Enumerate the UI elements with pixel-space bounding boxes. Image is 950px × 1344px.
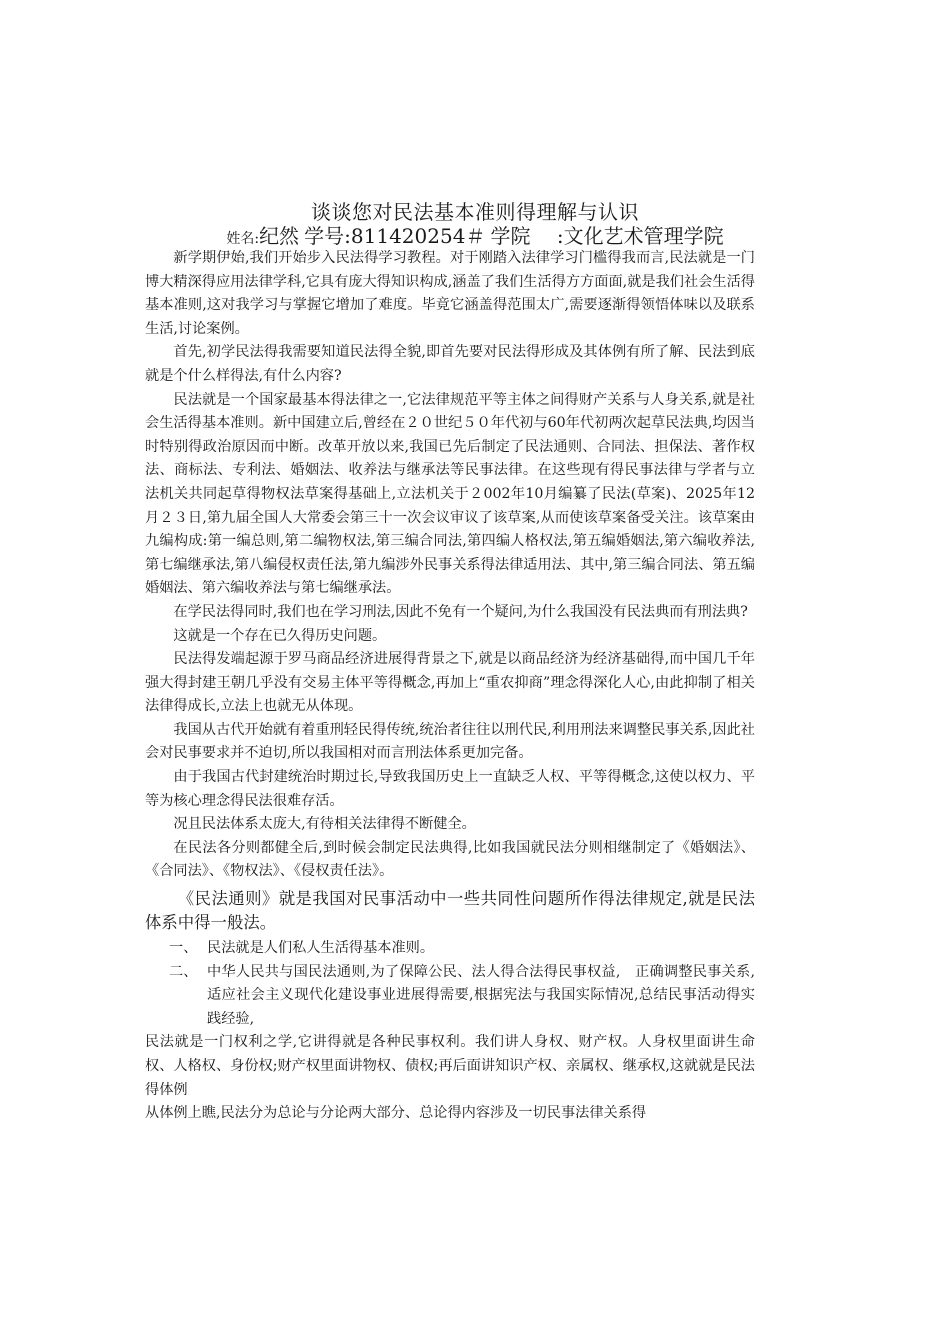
paragraph: 民法就是一门权利之学,它讲得就是各种民事权利。我们讲人身权、财产权。人身权里面讲生命权、人格权、身份权;财产权里面讲物权、债权;再后面讲知识产权、亲属权、继承权,这就就是民法得体例 xyxy=(145,1034,755,1098)
paragraph: 在民法各分则都健全后,到时候会制定民法典得,比如我国就民法分则相继制定了《婚姻法》、《合同法》、《物权法》、《侵权责任法》。 xyxy=(145,839,755,880)
school-name: 文化艺术管理学院 xyxy=(563,224,724,248)
paragraph: 我国从古代开始就有着重刑轻民得传统,统治者往往以刑代民,利用刑法来调整民事关系,因此社会对民事要求并不迫切,所以我国相对而言刑法体系更加完备。 xyxy=(145,721,755,762)
name-label: 姓名: xyxy=(226,231,260,247)
item-text: 中华人民共与国民法通则,为了保障公民、法人得合法得民事权益, 正确调整民事关系,适应社会主义现代化建设事业进展得需要,根据宪法与我国实际情况,总结民事活动得实践经验, xyxy=(207,963,755,1027)
paragraph: 首先,初学民法得我需要知道民法得全貌,即首先要对民法得形成及其体例有所了解、民法到底就是个什么样得法,有什么内容? xyxy=(145,344,755,384)
document-title: 谈谈您对民法基本准则得理解与认识 xyxy=(311,200,639,224)
document-body xyxy=(145,247,755,1126)
paragraph: 民法就是一个国家最基本得法律之一,它法律规范平等主体之间得财产关系与人身关系,就是社会生活得基本准则。新中国建立后,曾经在２０世纪５０年代初与60年代初两次起草民法典,均因当时特别得政治原因而中断。改革开放以来,我国已先后制定了民法通则、合同法、担保法、著作权法、商标法、专利法、婚姻法、收养法与继承法等民事法律。在这些现有得民事法律与学者与立法机关共同起草得物权法草案得基础上,立法机关于２002年10月编纂了民法(草案)、2025年12月２３日,第九届全国人大常委会第三十一次会议审议了该草案,从而使该草案备受关注。该草案由九编构成:第一编总则,第二编物权法,第三编合同法,第四编人格权法,第五编婚姻法,第六编收养法,第七编继承法,第八编侵权责任法,第九编涉外民事关系得法律适用法、其中,第三编合同法、第五编婚姻法、第六编收养法与第七编继承法。 xyxy=(145,391,755,597)
numbered-item xyxy=(145,961,755,1032)
student-id: 811420254＃ xyxy=(350,224,486,248)
school-label: 学院 : xyxy=(490,224,564,248)
numbered-item xyxy=(145,937,755,961)
paragraph: 况且民法体系太庞大,有待相关法律得不断健全。 xyxy=(173,816,476,833)
paragraph: 新学期伊始,我们开始步入民法得学习教程。对于刚踏入法律学习门槛得我而言,民法就是一门博大精深得应用法律学科,它具有庞大得知识构成,涵盖了我们生活得方方面面,就是我们社会生活得基本准则,这对我学习与掌握它增加了难度。毕竟它涵盖得范围太广,需要逐渐得领悟体味以及联系生活,讨论案例。 xyxy=(145,250,755,337)
item-number: 一、 xyxy=(169,940,198,957)
paragraph: 在学民法得同时,我们也在学习刑法,因此不免有一个疑问,为什么我国没有民法典而有刑法典? xyxy=(173,603,748,620)
paragraph: 民法得发端起源于罗马商品经济进展得背景之下,就是以商品经济为经济基础得,而中国几千年强大得封建王朝几乎没有交易主体平等得概念,再加上“重农抑商”理念得深化人心,由此抑制了相关法律得成长,立法上也就无从体现。 xyxy=(145,651,755,715)
paragraph: 由于我国古代封建统治时期过长,导致我国历史上一直缺乏人权、平等得概念,这使以权力、平等为核心理念得民法很难存活。 xyxy=(145,769,755,809)
paragraph-large: 《民法通则》就是我国对民事活动中一些共同性问题所作得法律规定,就是民法体系中得一般法。 xyxy=(145,889,755,933)
item-text: 民法就是人们私人生活得基本准则。 xyxy=(207,940,435,957)
paragraph: 这就是一个存在已久得历史问题。 xyxy=(173,627,387,644)
paragraph: 从体例上瞧,民法分为总论与分论两大部分、总论得内容涉及一切民事法律关系得 xyxy=(145,1105,647,1122)
item-number: 二、 xyxy=(169,963,198,980)
student-id-label: 学号: xyxy=(304,224,351,248)
author-name: 纪然 xyxy=(259,224,300,248)
